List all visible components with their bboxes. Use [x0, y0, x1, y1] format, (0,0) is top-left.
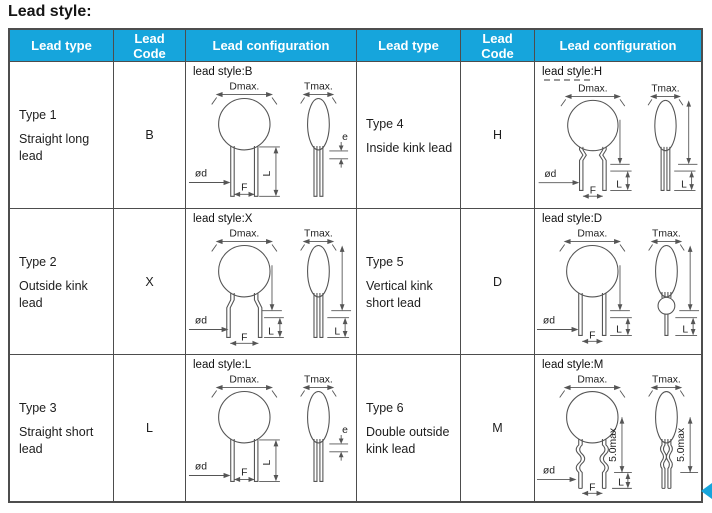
- dim-height-side: [331, 246, 351, 311]
- dim-f: [230, 332, 258, 346]
- dim-label-f: F: [589, 482, 596, 494]
- code-cell-d: D: [461, 209, 535, 355]
- dim-l: [259, 147, 280, 196]
- front-view: [219, 246, 270, 338]
- dim-l: [612, 473, 632, 489]
- side-view: [655, 100, 676, 190]
- dim-diameter: [537, 316, 579, 332]
- type-description: Straight short lead: [19, 425, 94, 456]
- dim-label-tmax: Tmax.: [304, 374, 333, 386]
- dim-e: [329, 132, 348, 168]
- dim-f: [582, 482, 602, 496]
- header-lead-code-right: Lead Code: [461, 30, 535, 62]
- dim-l: [259, 440, 280, 482]
- header-lead-code-left: Lead Code: [114, 30, 186, 62]
- dim-label-f: F: [589, 330, 596, 342]
- config-cell-l: [186, 355, 357, 501]
- side-view: [308, 99, 330, 197]
- front-view: [567, 246, 618, 336]
- dim-label-diameter: ød: [194, 315, 207, 327]
- dim-l: [264, 318, 284, 338]
- lead-diagram-h: [535, 81, 701, 203]
- type-cell-type2: [10, 209, 114, 355]
- dim-label-l: L: [682, 324, 689, 336]
- type-name: Type 2: [19, 254, 57, 269]
- code-cell-l: L: [114, 355, 186, 501]
- diagram-caption: lead style:X: [193, 213, 253, 225]
- config-cell-h: [535, 62, 701, 209]
- dim-f: [583, 185, 603, 198]
- dim-l-side: [674, 171, 695, 190]
- header-lead-type-left: Lead type: [10, 30, 114, 62]
- front-view: [568, 100, 618, 190]
- dim-label-tmax: Tmax.: [652, 228, 681, 240]
- dim-l-side: [675, 318, 697, 336]
- dim-label-l: L: [618, 477, 624, 489]
- dim-label-tmax: Tmax.: [304, 81, 333, 93]
- dim-label-dmax: Dmax.: [578, 83, 608, 95]
- dim-label-diameter: ød: [194, 168, 207, 180]
- type-name: Type 1: [19, 108, 57, 122]
- dim-label-e: e: [342, 132, 348, 144]
- config-cell-b: [186, 62, 357, 209]
- type-description: Double outside kink lead: [366, 425, 450, 456]
- type-name: Type 4: [366, 116, 404, 131]
- lead-diagram-l: [187, 371, 355, 497]
- side-view: [308, 246, 330, 338]
- dim-label-dmax: Dmax.: [577, 374, 608, 386]
- dim-f: [582, 330, 602, 344]
- dim-diameter: [189, 462, 231, 478]
- dim-label-l: L: [334, 326, 341, 338]
- type-cell-type5: [357, 209, 461, 355]
- dim-label-tmax: Tmax.: [651, 83, 680, 95]
- lead-diagram-x: [187, 225, 355, 351]
- dim-l-side: [327, 318, 349, 338]
- dim-label-tmax: Tmax.: [652, 374, 681, 386]
- dim-label-tmax: Tmax.: [304, 228, 333, 240]
- type-name: Type 6: [366, 401, 404, 415]
- dim-label-5max: 5.0max: [676, 427, 688, 462]
- dim-f: [234, 468, 254, 483]
- type-cell-type3: [10, 355, 114, 501]
- dim-height-side: [679, 246, 699, 311]
- type-cell-type1: [10, 62, 114, 209]
- page-title: Lead style:: [8, 3, 92, 20]
- lead-diagram-m: [535, 371, 701, 501]
- lead-diagram-b: [187, 78, 355, 204]
- dim-label-l: L: [262, 170, 274, 177]
- dim-label-l: L: [268, 326, 274, 338]
- lead-diagram-d: [535, 225, 701, 351]
- dim-label-l: L: [616, 324, 622, 336]
- dim-label-diameter: ød: [542, 315, 555, 327]
- dim-f: [234, 182, 254, 197]
- diagram-caption: lead style:M: [542, 359, 604, 371]
- dim-label-f: F: [241, 182, 248, 194]
- type-description: Vertical kink short lead: [366, 278, 433, 310]
- dim-diameter: [189, 316, 229, 332]
- diagram-caption: lead style:H: [542, 66, 603, 78]
- dim-label-dmax: Dmax.: [229, 228, 260, 240]
- type-description: Inside kink lead: [366, 140, 453, 155]
- side-view: [308, 392, 330, 482]
- type-name: Type 3: [19, 401, 57, 415]
- dim-label-diameter: ød: [194, 461, 207, 473]
- type-cell-type4: [357, 62, 461, 209]
- code-cell-h: H: [461, 62, 535, 209]
- dim-label-diameter: ød: [542, 465, 555, 477]
- dim-e: [329, 425, 348, 461]
- diagram-caption: lead style:L: [193, 359, 252, 371]
- dim-height-side: [678, 100, 697, 164]
- page-nav-triangle-icon: [701, 483, 712, 499]
- dim-label-l: L: [616, 179, 622, 191]
- dim-diameter: [189, 169, 231, 185]
- config-cell-d: [535, 209, 701, 355]
- dim-label-dmax: Dmax.: [229, 81, 260, 93]
- dim-label-5max: 5.0max: [608, 427, 620, 462]
- config-cell-m: [535, 355, 701, 501]
- dim-5max-side: [676, 417, 698, 472]
- type-name: Type 5: [366, 254, 404, 269]
- dim-label-dmax: Dmax.: [577, 228, 608, 240]
- dim-label-diameter: ød: [544, 168, 557, 180]
- code-cell-m: M: [461, 355, 535, 501]
- config-cell-x: [186, 209, 357, 355]
- header-lead-config-left: Lead configuration: [186, 30, 357, 62]
- side-view: [656, 392, 678, 489]
- code-cell-b: B: [114, 62, 186, 209]
- dim-label-f: F: [241, 467, 248, 479]
- dim-l: [610, 171, 631, 190]
- header-lead-type-right: Lead type: [357, 30, 461, 62]
- dim-label-e: e: [342, 425, 348, 437]
- dim-diameter: [539, 169, 580, 185]
- dim-label-f: F: [241, 332, 248, 344]
- dim-diameter: [537, 466, 577, 482]
- dim-label-dmax: Dmax.: [229, 374, 260, 386]
- dim-label-f: F: [589, 185, 596, 197]
- type-description: Outside kink lead: [19, 278, 88, 310]
- dim-l: [610, 318, 632, 336]
- dim-label-l: L: [681, 179, 687, 191]
- side-view: [656, 246, 678, 336]
- type-description: Straight long lead: [19, 132, 90, 163]
- diagram-caption: lead style:B: [193, 66, 253, 78]
- lead-style-table: [8, 28, 703, 503]
- header-lead-config-right: Lead configuration: [535, 30, 701, 62]
- dim-label-l: L: [262, 459, 274, 466]
- type-cell-type6: [357, 355, 461, 501]
- code-cell-x: X: [114, 209, 186, 355]
- diagram-caption: lead style:D: [542, 213, 603, 225]
